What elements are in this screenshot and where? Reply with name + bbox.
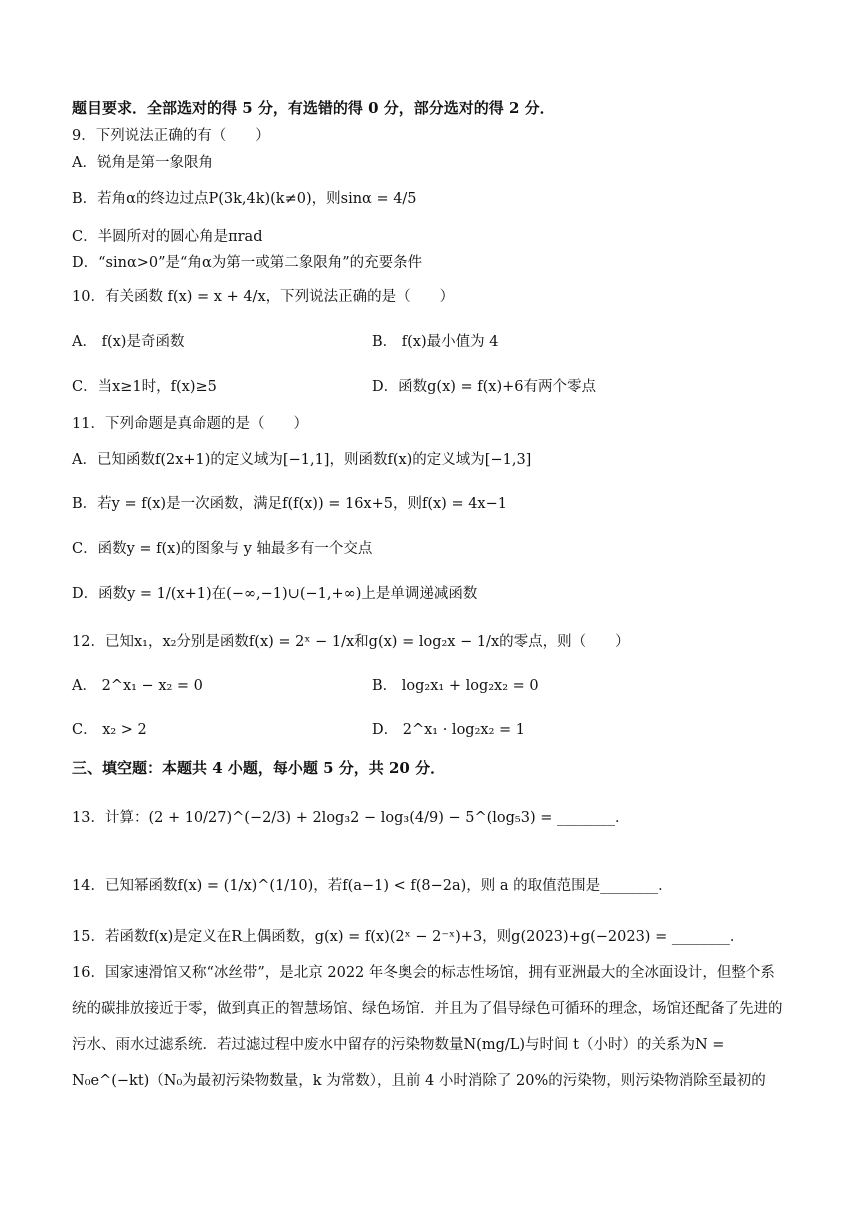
section3-heading: 三、填空题：本题共 4 小题，每小题 5 分，共 20 分． xyxy=(72,759,446,777)
instruction-line: 题目要求．全部选对的得 5 分，有选错的得 0 分，部分选对的得 2 分． xyxy=(72,99,555,117)
q10-stem: 10．有关函数 f(x) = x + 4/x，下列说法正确的是（ ） xyxy=(72,289,455,305)
q9-option-a: A．锐角是第一象限角 xyxy=(72,155,213,171)
q13: 13．计算：(2 + 10/27)^(−2/3) + 2log₃2 − log₃(4/9) − 5^(log₅3) = ________． xyxy=(72,810,630,826)
q11-option-c: C．函数y = f(x)的图象与 y 轴最多有一个交点 xyxy=(72,541,373,557)
q9-option-d: D．“sinα>0”是“角α为第一或第二象限角”的充要条件 xyxy=(72,255,423,271)
q12-stem: 12．已知x₁，x₂分别是函数f(x) = 2ˣ − 1/x和g(x) = log₂x − 1/x的零点，则（ ） xyxy=(72,634,630,650)
q11-stem: 11．下列命题是真命题的是（ ） xyxy=(72,416,308,432)
q15: 15．若函数f(x)是定义在R上偶函数，g(x) = f(x)(2ˣ − 2⁻ˣ)+3，则g(2023)+g(−2023) = ________． xyxy=(72,929,745,945)
q11-option-a: A．已知函数f(2x+1)的定义域为[−1,1]，则函数f(x)的定义域为[−1,3] xyxy=(72,452,532,468)
q11-option-b: B．若y = f(x)是一次函数，满足f(f(x)) = 16x+5，则f(x) = 4x−1 xyxy=(72,496,507,512)
q16: 16．国家速滑馆又称“冰丝带”，是北京 2022 年冬奥会的标志性场馆，拥有亚洲最大的全冰面设计，但整个系统的碳排放接近于零，做到真正的智慧场馆、绿色场馆．并且为了倡导绿色可循环的理念，场馆还配备了先进的污水、雨水过滤系统．若过滤过程中废水中留存的污染物数量N(mg/L)与时间 t（小时）的关系为N = N₀e^(−kt)（N₀为最初污染物数量，k 为常数），且前 4 小时消除了 20%的污染物，则污染物消除至最初的 xyxy=(72,965,783,1089)
q9-option-c: C．半圆所对的圆心角是πrad xyxy=(72,229,263,245)
q14: 14．已知幂函数f(x) = (1/x)^(1/10)，若f(a−1) < f(8−2a)，则 a 的取值范围是________． xyxy=(72,878,673,894)
q11-option-d: D．函数y = 1/(x+1)在(−∞,−1)∪(−1,+∞)上是单调递减函数 xyxy=(72,586,478,602)
q10-option-b: B． f(x)最小值为 4 xyxy=(372,334,499,350)
q9-stem: 9．下列说法正确的有（ ） xyxy=(72,128,270,144)
q12-option-c: C． x₂ > 2 xyxy=(72,722,147,738)
q12-option-b: B． log₂x₁ + log₂x₂ = 0 xyxy=(372,678,539,694)
q10-option-d: D．函数g(x) = f(x)+6有两个零点 xyxy=(372,379,596,395)
q10-option-a: A． f(x)是奇函数 xyxy=(72,334,185,350)
q10-option-c: C．当x≥1时，f(x)≥5 xyxy=(72,379,217,395)
q12-option-d: D． 2^x₁ · log₂x₂ = 1 xyxy=(372,722,525,738)
q9-option-b: B．若角α的终边过点P(3k,4k)(k≠0)，则sinα = 4/5 xyxy=(72,191,417,207)
q12-option-a: A． 2^x₁ − x₂ = 0 xyxy=(72,678,203,694)
